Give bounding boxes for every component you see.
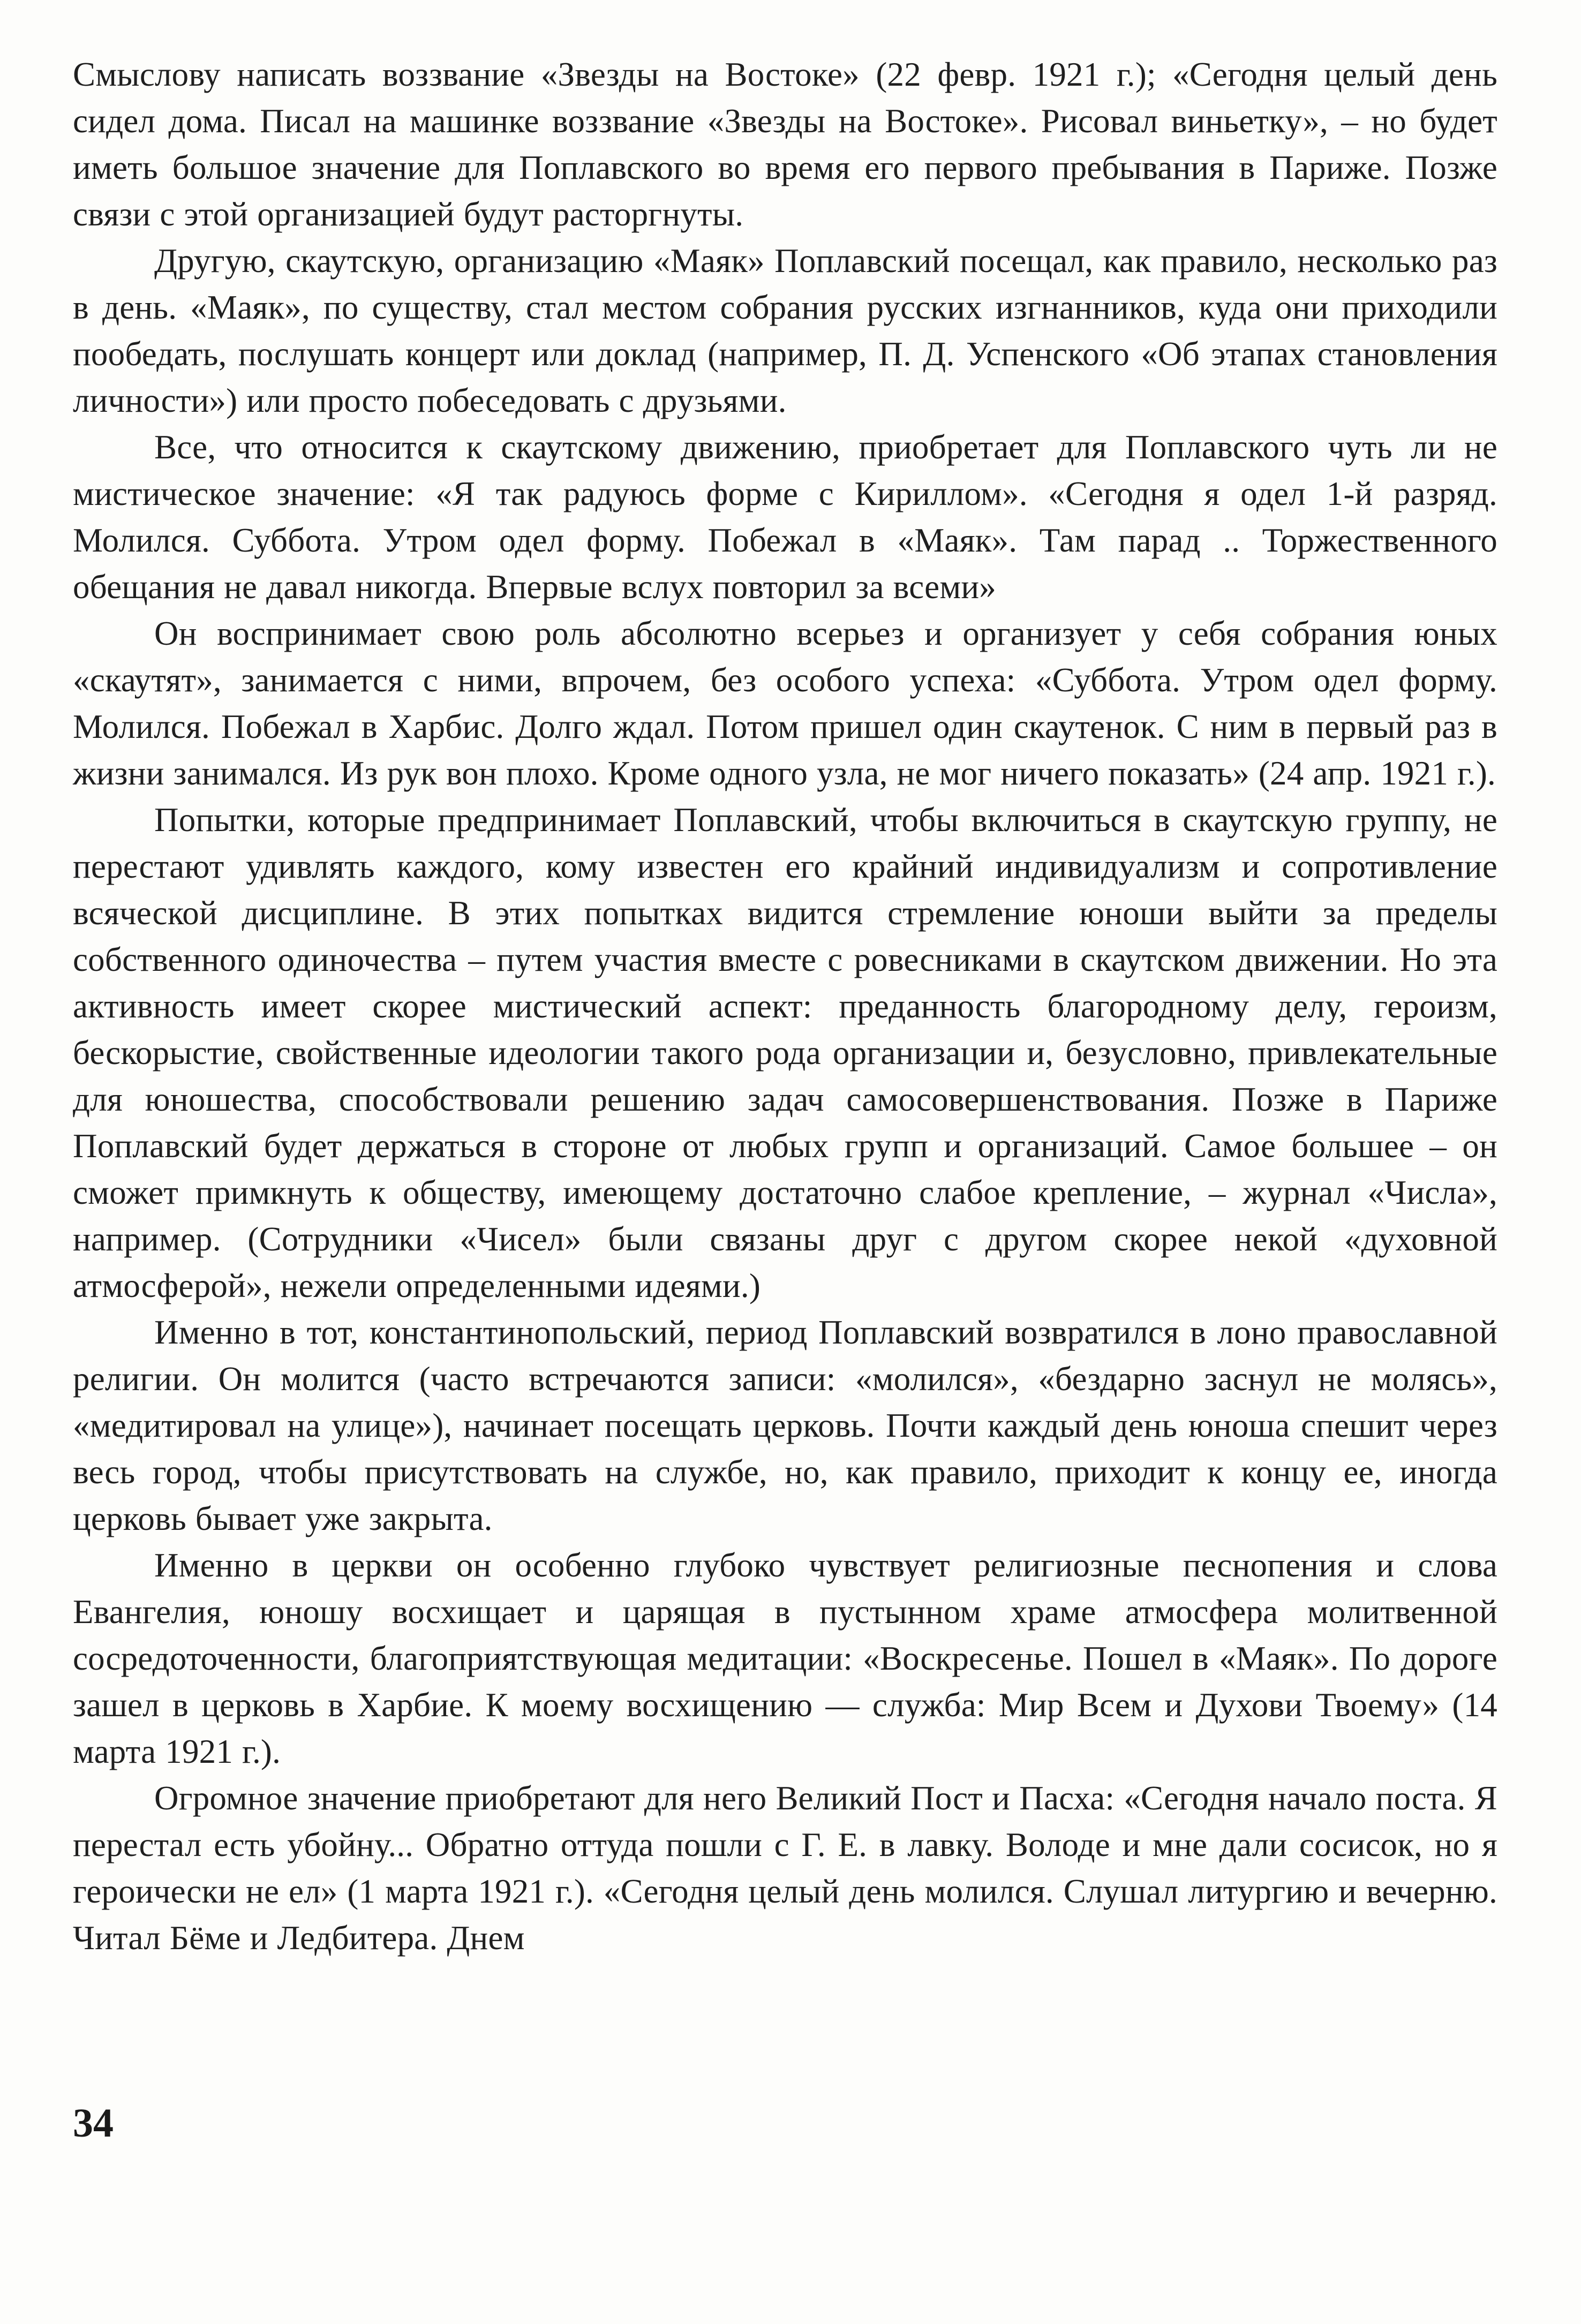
paragraph-continued: Смыслову написать воззвание «Звезды на Востоке» (22 февр. 1921 г.); «Сегодня целый день сидел дома. Писал на машинке воззвание «Звезды на Востоке». Рисовал виньетку», – но будет иметь большое значение для Поплавского во время его первого пребывания в Париже. Позже связи с этой организацией будут расторгнуты. [73, 56, 1497, 233]
paragraph: Все, что относится к скаутскому движению, приобретает для Поплавского чуть ли не мистическое значение: «Я так радуюсь форме с Кириллом». «Сегодня я одел 1-й разряд. Молился. Суббота. Утром одел форму. Побежал в «Маяк». Там парад .. Торжественного обещания не давал никогда. Впервые вслух повторил за всеми» [73, 428, 1497, 606]
paragraph: Другую, скаутскую, организацию «Маяк» Поплавский посещал, как правило, несколько раз в день. «Маяк», по существу, стал местом собрания русских изгнанников, куда они приходили пообедать, послушать концерт или доклад (например, П. Д. Успенского «Об этапах становления личности») или просто побеседовать с друзьями. [73, 242, 1497, 419]
paragraph: Попытки, которые предпринимает Поплавский, чтобы включиться в скаутскую группу, не перестают удивлять каждого, кому известен его крайний индивидуализм и сопротивление всяческой дисциплине. В этих попытках видится стремление юноши выйти за пределы собственного одиночества – путем участия вместе с ровесниками в скаутском движении. Но эта активность имеет скорее мистический аспект: преданность благородному делу, героизм, бескорыстие, свойственные идеологии такого рода организации и, безусловно, привлекательные для юношества, способствовали решению задач самосовершенствования. Позже в Париже Поплавский будет держаться в стороне от любых групп и организаций. Самое большее – он сможет примкнуть к обществу, имеющему достаточно слабое крепление, – журнал «Числа», например. (Сотрудники «Чисел» были связаны друг с другом скорее некой «духовной атмосферой», нежели определенными идеями.) [73, 801, 1497, 1304]
paragraph: Именно в церкви он особенно глубоко чувствует религиозные песнопения и слова Евангелия, юношу восхищает и царящая в пустынном храме атмосфера молитвенной сосредоточенности, благоприятствующая медитации: «Воскресенье. Пошел в «Маяк». По дороге зашел в церковь в Харбие. К моему восхищению — служба: Мир Всем и Духови Твоему» (14 марта 1921 г.). [73, 1546, 1497, 1770]
body-text [73, 51, 1497, 1961]
paragraph: Именно в тот, константинопольский, период Поплавский возвратился в лоно православной религии. Он молится (часто встречаются записи: «молился», «бездарно заснул не молясь», «медитировал на улице»), начинает посещать церковь. Почти каждый день юноша спешит через весь город, чтобы присутствовать на службе, но, как правило, приходит к концу ее, иногда церковь бывает уже закрыта. [73, 1314, 1497, 1537]
paragraph: Он воспринимает свою роль абсолютно всерьез и организует у себя собрания юных «скаутят», занимается с ними, впрочем, без особого успеха: «Суббота. Утром одел форму. Молился. Побежал в Харбис. Долго ждал. Потом пришел один скаутенок. С ним в первый раз в жизни занимался. Из рук вон плохо. Кроме одного узла, не мог ничего показать» (24 апр. 1921 г.). [73, 615, 1497, 792]
page-number: 34 [73, 2101, 114, 2146]
paragraph: Огромное значение приобретают для него Великий Пост и Пасха: «Сегодня начало поста. Я перестал есть убойну... Обратно оттуда пошли с Г. Е. в лавку. Володе и мне дали сосисок, но я героически не ел» (1 марта 1921 г.). «Сегодня целый день молился. Слушал литургию и вечерню. Читал Бёме и Ледбитера. Днем [73, 1779, 1497, 1957]
